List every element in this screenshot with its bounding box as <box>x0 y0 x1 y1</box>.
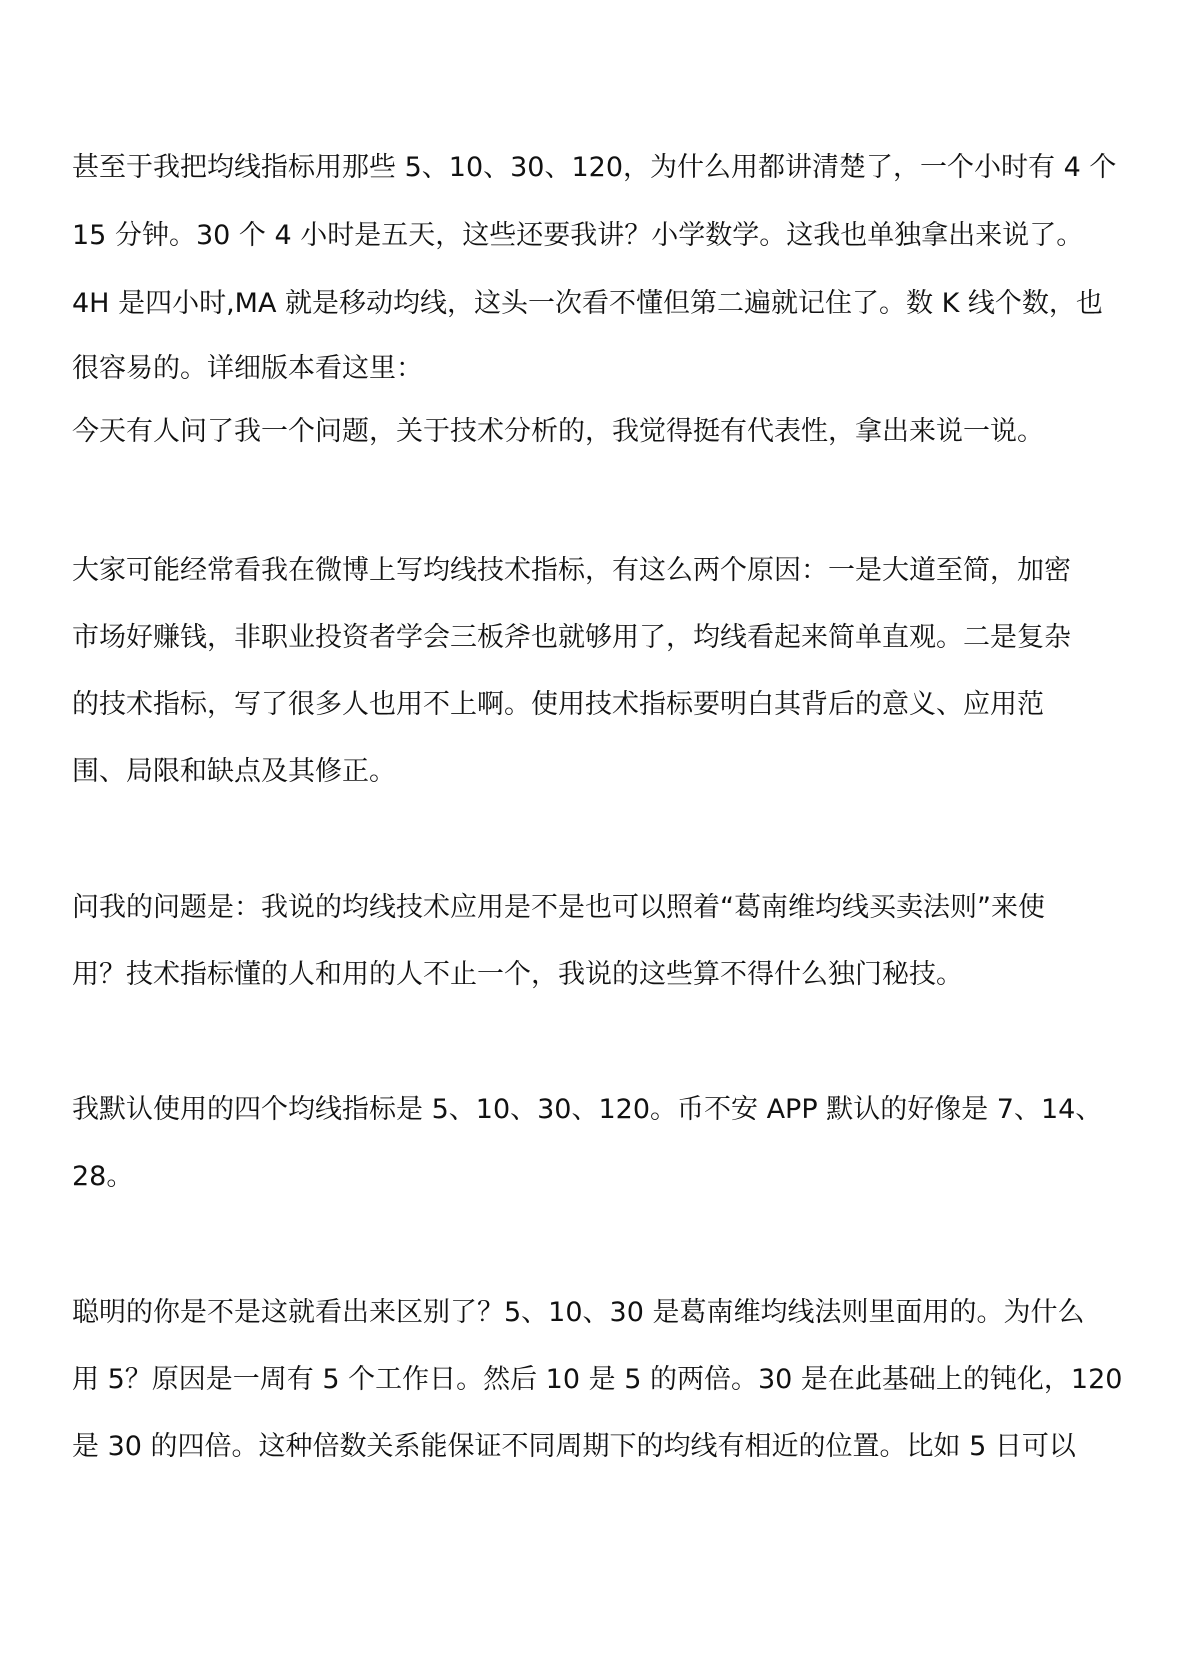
text-line: 围、局限和缺点及其修正。 <box>72 756 396 787</box>
text-line: 用 5？原因是一周有 5 个工作日。然后 10 是 5 的两倍。30 是在此基础上的钝化，120 <box>72 1364 1123 1395</box>
text-line: 我默认使用的四个均线指标是 5、10、30、120。币不安 APP 默认的好像是 7、14、 <box>72 1094 1103 1125</box>
text-line: 15 分钟。30 个 4 小时是五天，这些还要我讲？小学数学。这我也单独拿出来说了。 <box>72 220 1084 251</box>
text-line: 市场好赚钱，非职业投资者学会三板斧也就够用了，均线看起来简单直观。二是复杂 <box>72 622 1071 653</box>
text-line: 28。 <box>72 1161 134 1192</box>
text-line: 甚至于我把均线指标用那些 5、10、30、120，为什么用都讲清楚了，一个小时有 4 个 <box>72 152 1117 183</box>
text-line: 今天有人问了我一个问题，关于技术分析的，我觉得挺有代表性，拿出来说一说。 <box>72 416 1044 447</box>
text-line: 聪明的你是不是这就看出来区别了？5、10、30 是葛南维均线法则里面用的。为什么 <box>72 1297 1085 1328</box>
text-line: 问我的问题是：我说的均线技术应用是不是也可以照着“葛南维均线买卖法则”来使 <box>72 892 1045 923</box>
text-line: 很容易的。详细版本看这里： <box>72 353 423 384</box>
text-line: 大家可能经常看我在微博上写均线技术指标，有这么两个原因：一是大道至简，加密 <box>72 555 1071 586</box>
text-line: 的技术指标，写了很多人也用不上啊。使用技术指标要明白其背后的意义、应用范 <box>72 689 1044 720</box>
text-line: 4H 是四小时,MA 就是移动均线，这头一次看不懂但第二遍就记住了。数 K 线个数，也 <box>72 288 1103 319</box>
text-line: 用？技术指标懂的人和用的人不止一个，我说的这些算不得什么独门秘技。 <box>72 959 963 990</box>
text-line: 是 30 的四倍。这种倍数关系能保证不同周期下的均线有相近的位置。比如 5 日可以 <box>72 1431 1076 1462</box>
